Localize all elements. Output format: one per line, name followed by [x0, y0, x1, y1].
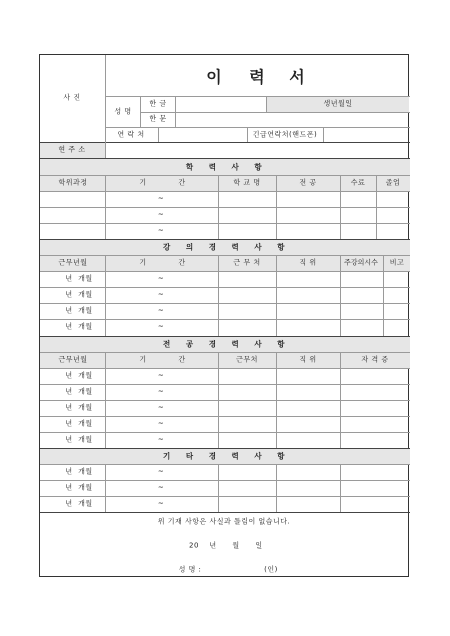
certification-statement: 위 기재 사항은 사실과 틀림이 없습니다. — [157, 517, 291, 526]
oth-row-range: ~ — [157, 499, 165, 508]
lec-col-ym: 근무년월 — [58, 258, 88, 267]
lec-row-ym: 년 개월 — [65, 322, 93, 331]
major-section-title: 전 공 경 력 사 항 — [162, 339, 286, 349]
date-month-unit: 월 — [232, 541, 240, 550]
maj-col-period-2: 간 — [178, 355, 186, 364]
major-header-row — [40, 352, 410, 368]
lec-row-range: ~ — [157, 306, 165, 315]
signature-label: 성 명 : — [178, 565, 202, 574]
lec-row-range: ~ — [157, 274, 165, 283]
maj-row-ym: 년 개월 — [65, 371, 93, 380]
title-char-1: 이 — [206, 67, 224, 87]
lec-col-note: 비고 — [389, 258, 405, 267]
lec-row-ym: 년 개월 — [65, 306, 93, 315]
date-year: 20 — [189, 541, 199, 550]
oth-row-range: ~ — [157, 483, 165, 492]
maj-row-range: ~ — [157, 371, 165, 380]
oth-row-ym: 년 개월 — [65, 499, 93, 508]
maj-row-ym: 년 개월 — [65, 387, 93, 396]
lec-col-workplace: 근 무 처 — [233, 258, 261, 267]
lec-row-range: ~ — [157, 322, 165, 331]
edu-row-range: ~ — [157, 194, 165, 203]
maj-row-ym: 년 개월 — [65, 435, 93, 444]
maj-row-ym: 년 개월 — [65, 403, 93, 412]
oth-row-range: ~ — [157, 467, 165, 476]
edu-col-complete: 수료 — [350, 178, 366, 187]
maj-col-position: 직 위 — [299, 355, 317, 364]
date-year-unit: 년 — [209, 541, 217, 550]
education-section-title: 학 력 사 항 — [185, 162, 263, 172]
edu-col-period-2: 간 — [178, 178, 186, 187]
title-char-3: 서 — [289, 67, 307, 87]
lec-col-hours: 주강의시수 — [344, 258, 378, 267]
edu-col-major: 전 공 — [299, 178, 317, 187]
edu-col-degree: 학위과정 — [58, 178, 88, 187]
lec-col-period-2: 간 — [178, 258, 186, 267]
other-section-title: 기 타 경 력 사 항 — [162, 451, 286, 461]
birth-label: 생년월일 — [323, 99, 353, 108]
maj-row-range: ~ — [157, 419, 165, 428]
edu-col-school: 학 교 명 — [233, 178, 261, 187]
maj-row-range: ~ — [157, 403, 165, 412]
name-hanja-label: 한 문 — [149, 114, 167, 123]
address-label: 현 주 소 — [58, 145, 86, 154]
oth-row-ym: 년 개월 — [65, 483, 93, 492]
oth-row-ym: 년 개월 — [65, 467, 93, 476]
date-day-unit: 일 — [255, 541, 263, 550]
edu-col-graduate: 졸업 — [385, 178, 401, 187]
lec-row-ym: 년 개월 — [65, 290, 93, 299]
maj-row-ym: 년 개월 — [65, 419, 93, 428]
lec-col-position: 직 위 — [299, 258, 317, 267]
lec-row-ym: 년 개월 — [65, 274, 93, 283]
name-label: 성 명 — [114, 107, 132, 116]
maj-row-range: ~ — [157, 435, 165, 444]
emergency-contact-label: 긴급연락처(핸드폰) — [252, 130, 318, 139]
seal-mark: (인) — [264, 565, 278, 574]
lec-row-range: ~ — [157, 290, 165, 299]
resume-form — [39, 54, 409, 577]
photo-label: 사 진 — [63, 93, 81, 102]
maj-col-ym: 근무년월 — [58, 355, 88, 364]
edu-col-period-1: 기 — [139, 178, 147, 187]
maj-col-license: 자 격 증 — [361, 355, 389, 364]
maj-row-range: ~ — [157, 387, 165, 396]
lecture-section-title: 강 의 경 력 사 항 — [162, 242, 286, 252]
lec-col-period-1: 기 — [139, 258, 147, 267]
maj-col-workplace: 근무처 — [236, 355, 258, 364]
contact-label: 연 락 처 — [117, 130, 145, 139]
name-korean-label: 한 글 — [149, 99, 167, 108]
edu-row-range: ~ — [157, 210, 165, 219]
title-char-2: 력 — [249, 67, 267, 87]
maj-col-period-1: 기 — [139, 355, 147, 364]
edu-row-range: ~ — [157, 226, 165, 235]
